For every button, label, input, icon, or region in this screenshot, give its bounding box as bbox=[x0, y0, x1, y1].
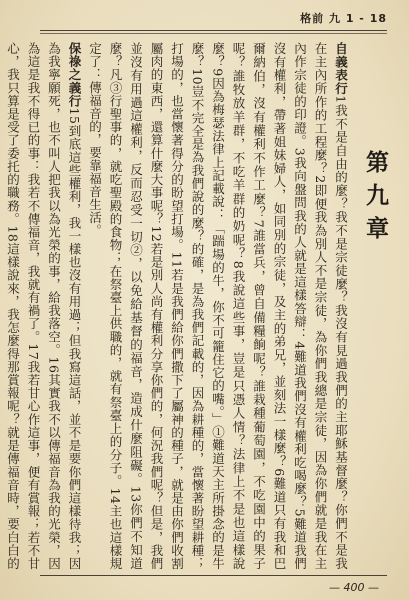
page-number: — 400 — bbox=[329, 581, 379, 594]
header-rule bbox=[40, 30, 387, 31]
paragraph-1 bbox=[84, 42, 351, 570]
chapter-title: 第九章 bbox=[362, 150, 389, 249]
paragraph-2-text: 15到底這些權利，我一樣也沒有用過；但我寫這話，並不是要你們這樣待我；因為我寧願死，也不叫人把我以為光榮的事，給我落空。16其實我不以傳福音為我的光榮，因為這是我不得已的事：我若不傳福音，我就有禍了。17我若甘心作這事，便有賞報；若不甘心，我只算是受了委托的職務。18這樣說來，我怎麼得那賞報呢？就是傳福音時，要白白的 bbox=[5, 42, 82, 571]
section-heading-1: 自義表行 bbox=[333, 42, 349, 96]
vertical-text-body bbox=[5, 42, 389, 571]
header-rule-thin bbox=[40, 33, 387, 34]
running-header bbox=[300, 10, 387, 26]
header-book-abbrev: 格前 bbox=[300, 12, 325, 25]
header-chapter-verse: 九 1 - 18 bbox=[328, 12, 387, 25]
section-heading-2: 保祿之義行 bbox=[67, 42, 82, 108]
footer-rule bbox=[40, 575, 387, 576]
paragraph-1-text: 1我不是自由的麼？我不是宗徒麼？我沒有見過我們的主耶穌基督麼？你們不是我在主內所作的工程麼？2即便我為別人不是宗徒，為你們我總是宗徒，因為你們就是我在主內作宗徒的印證。3我向盤問我的人就是這樣答辯：4難道我們沒有權利吃喝麼？5難道我們沒有權利，帶著姐妹婦人，如同別的宗徒，及主的弟兄，並刻法一樣麼？6難道只有我和巴爾納伯，沒有權利不作工麼？7誰當兵，曾自備糧餉呢？誰栽種葡萄園，不吃園中的果子呢？誰牧放羊群，不吃羊群的奶呢？8我說這些事，豈是只憑人情？法律上不是也這樣說麼？9因為梅瑟法律上記載說：「踹場的牛，你不可籠住它的嘴。」①難道天主所掛念的是牛麼？10豈不完全是為我們說的麼？的確，是為我們記載的，因為耕種的，當懷著盼望耕種；打場的，也當懷著得分的盼望打場。11若是我們給你們撒下了屬神的種子，就是由你們收割屬肉的東西，還算什麼大事呢？12若是別人尚有權利分享你們的，何況我們呢？但是，我們並沒有用過這權利，反而忍受一切②，以免給基督的福音，造成什麼阻礙。13你們不知道麼？凡③行聖事的，就吃聖殿的食物；在祭臺上供職的，就有祭臺上的分子。14主也這樣規定了：傳福音的，要靠福音生活。 bbox=[87, 42, 349, 571]
paragraph-2 bbox=[0, 42, 84, 570]
